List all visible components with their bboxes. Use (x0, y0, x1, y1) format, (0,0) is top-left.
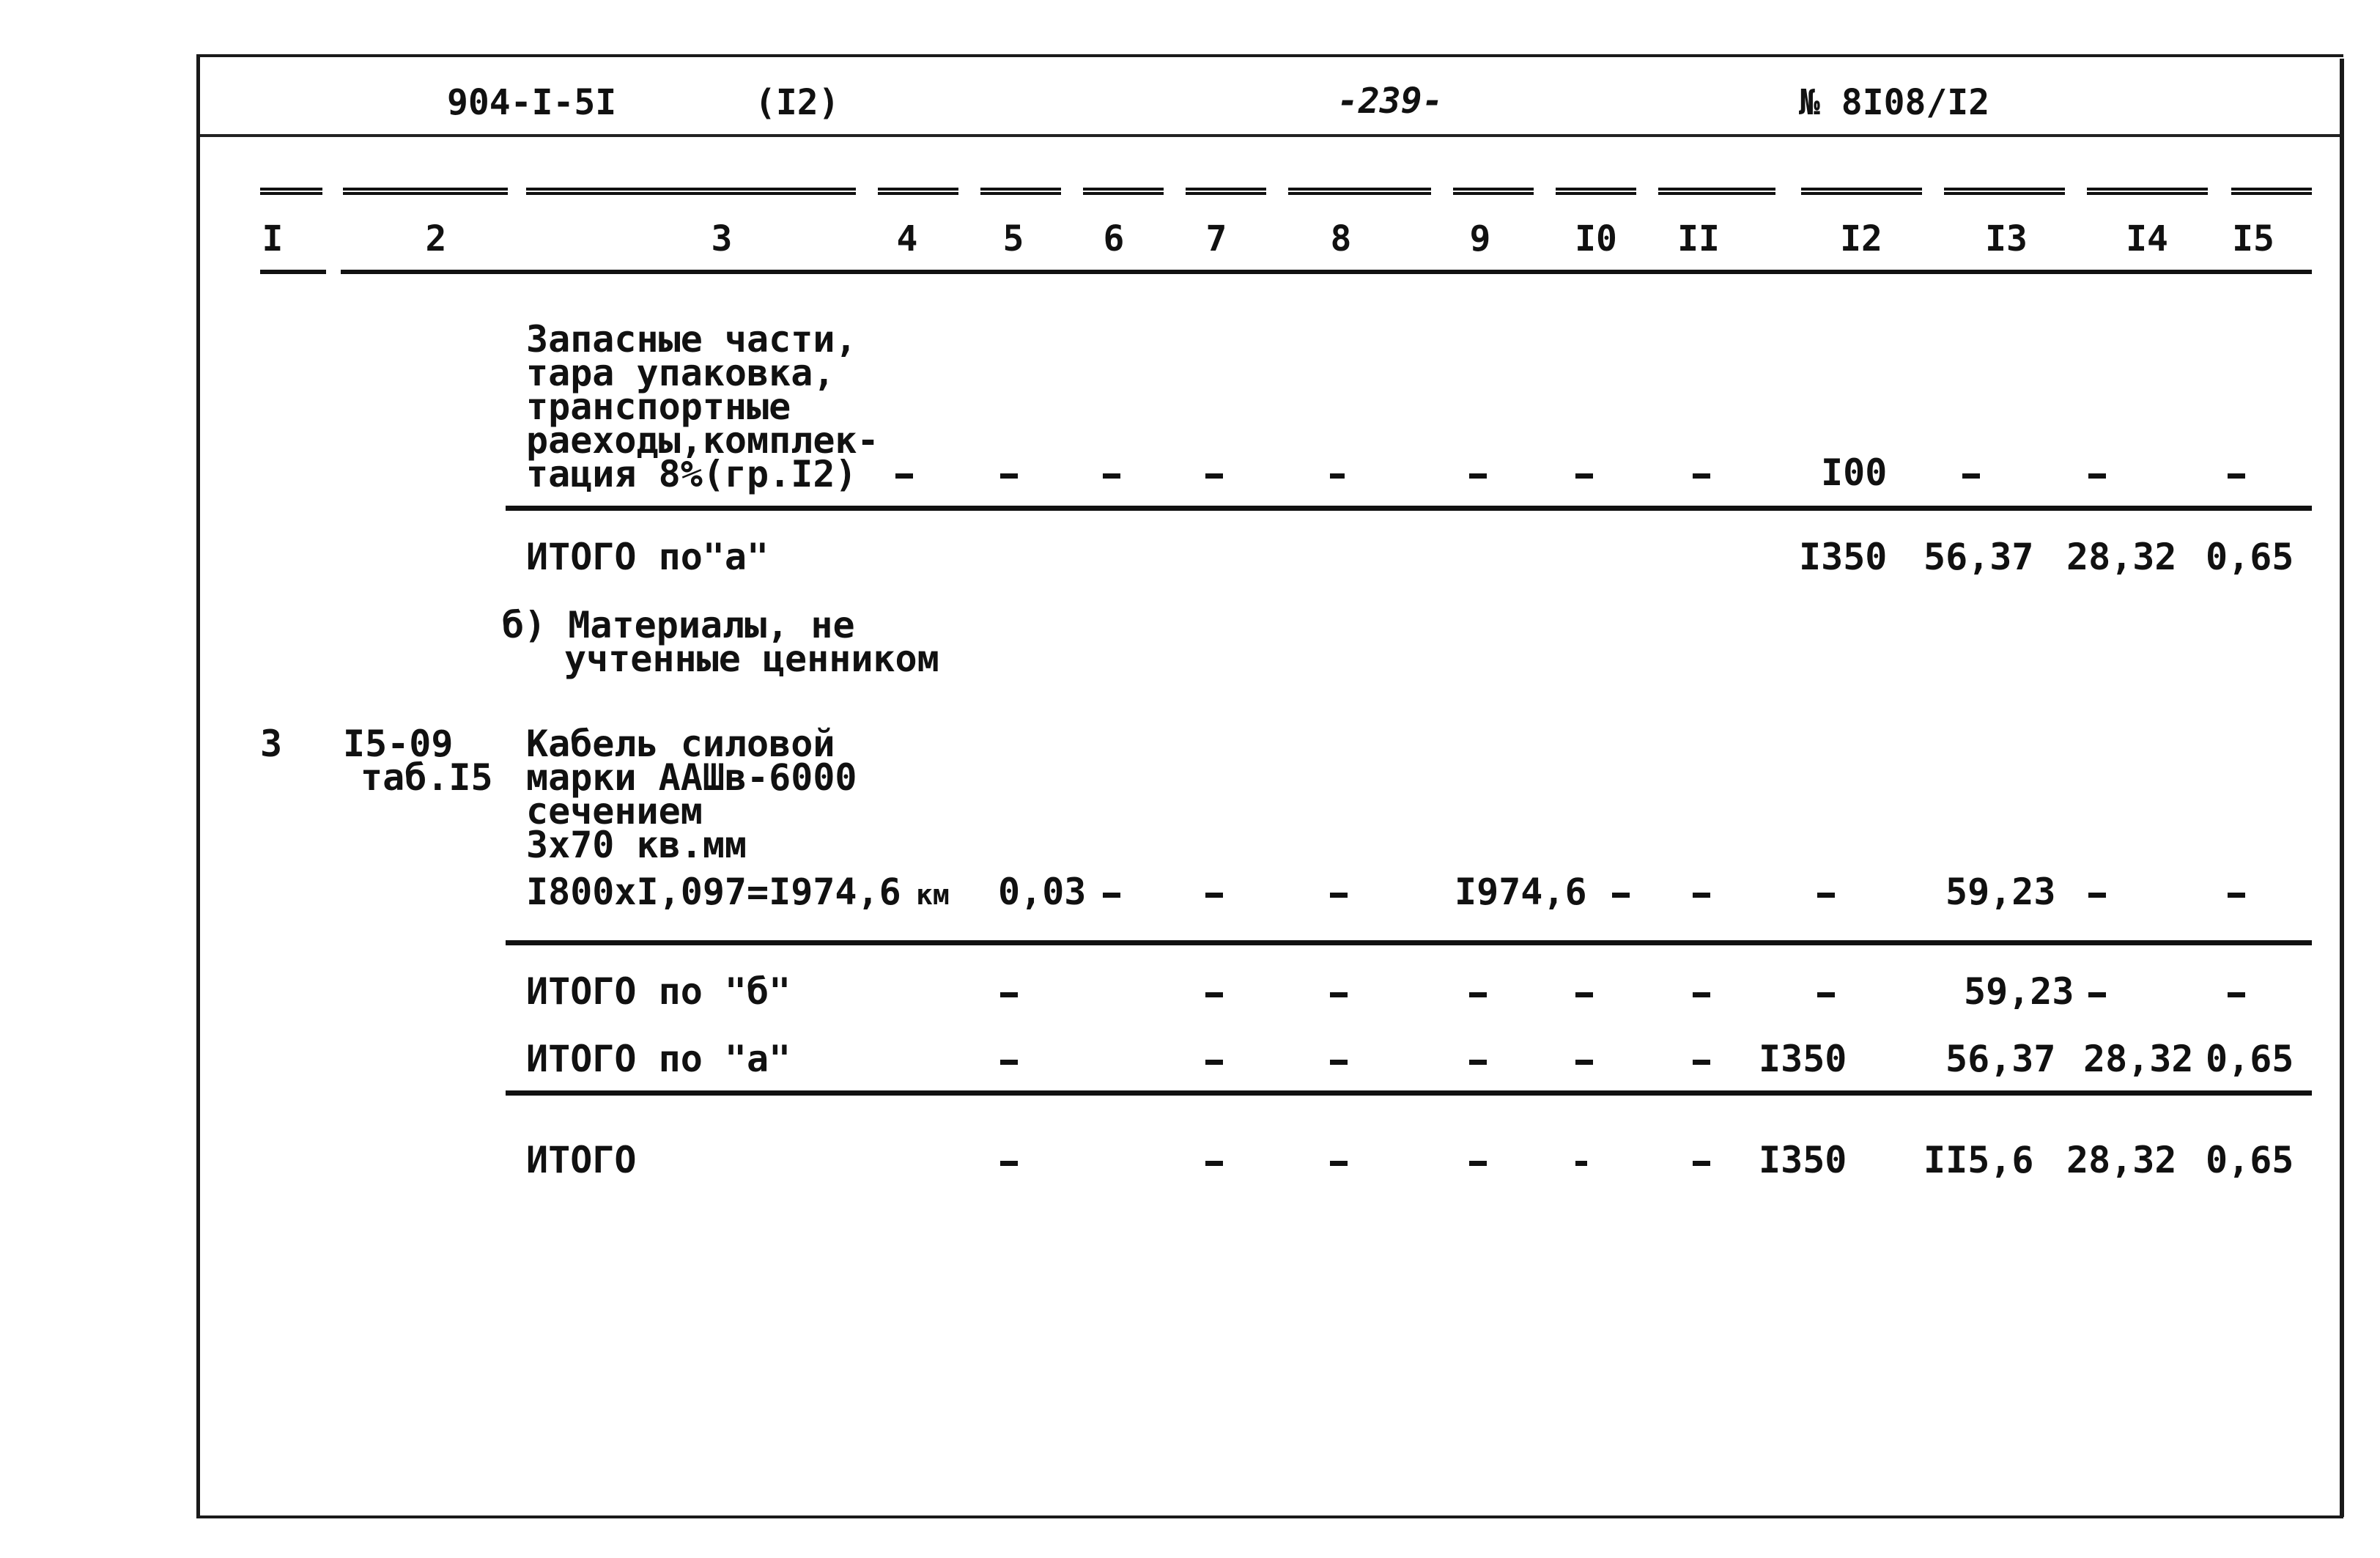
column-number: 7 (1205, 218, 1227, 259)
sheet-label: (I2) (755, 82, 840, 123)
total-b-label: ИТОГО по "б" (526, 970, 791, 1013)
cable-unit: км (916, 879, 950, 911)
document-code: 904-I-5I (447, 82, 617, 123)
total-a-col15: 0,65 (2206, 1038, 2294, 1080)
column-number: 9 (1469, 218, 1491, 259)
total-a-first-col12: I350 (1799, 536, 1888, 578)
cable-col5: 0,03 (998, 871, 1087, 913)
column-number: 2 (425, 218, 447, 259)
cable-name-line: сечением (526, 790, 703, 832)
column-number: I0 (1575, 218, 1617, 259)
grand-total-label: ИТОГО (526, 1139, 637, 1181)
grand-total-col13: II5,6 (1923, 1139, 2034, 1181)
row-number: 3 (260, 723, 283, 765)
total-a-label: ИТОГО по "а" (526, 1038, 791, 1080)
divider-after-spare-parts (506, 506, 2312, 511)
section-b-heading-line2: учтенные ценником (564, 638, 939, 680)
price-reference: I5-09 (343, 723, 454, 765)
document-number: № 8I08/I2 (1799, 82, 1990, 123)
grand-total-col14: 28,32 (2066, 1139, 2177, 1181)
divider-before-total (506, 1090, 2312, 1096)
spare-parts-line: транспортные (526, 385, 791, 428)
column-number: I5 (2232, 218, 2274, 259)
cable-name-line: марки ААШв-6000 (526, 756, 857, 799)
column-number: I3 (1985, 218, 2028, 259)
page-number: -239- (1337, 81, 1444, 122)
cable-col13: 59,23 (1945, 871, 2056, 913)
total-a-first-col14: 28,32 (2066, 536, 2177, 578)
column-number: I (262, 218, 284, 259)
column-number: 5 (1002, 218, 1024, 259)
total-a-first-label: ИТОГО по"а" (526, 536, 769, 578)
total-b-col13: 59,23 (1964, 970, 2074, 1013)
frame-bottom (196, 1515, 2343, 1518)
price-reference-table: таб.I5 (361, 756, 493, 799)
column-number: 6 (1103, 218, 1125, 259)
column-number: II (1677, 218, 1720, 259)
spare-parts-col12: I00 (1821, 451, 1888, 494)
frame-right (2340, 59, 2344, 1517)
column-number: I4 (2126, 218, 2168, 259)
total-a-col13: 56,37 (1945, 1038, 2056, 1080)
cable-name-line: 3х70 кв.мм (526, 824, 747, 866)
total-a-col12: I350 (1759, 1038, 1847, 1080)
spare-parts-line: Запасные части, (526, 318, 857, 361)
column-number: 8 (1330, 218, 1352, 259)
cable-calculation: I800хI,097=I974,6 (526, 871, 901, 913)
spare-parts-line: раеходы,комплек- (526, 419, 879, 462)
frame-top (196, 54, 2343, 57)
cable-name-line: Кабель силовой (526, 723, 835, 765)
section-b-heading: б) Материалы, не (502, 604, 855, 646)
cable-col9: I974,6 (1455, 871, 1587, 913)
spare-parts-line: тара упаковка, (526, 352, 835, 394)
divider-after-cable (506, 940, 2312, 945)
spare-parts-line: тация 8%(гр.I2) (526, 453, 857, 495)
grand-total-col15: 0,65 (2206, 1139, 2294, 1181)
header-divider (200, 134, 2340, 137)
grand-total-col12: I350 (1759, 1139, 1847, 1181)
column-number: 3 (711, 218, 733, 259)
column-number: I2 (1840, 218, 1882, 259)
total-a-first-col15: 0,65 (2206, 536, 2294, 578)
column-number: 4 (896, 218, 918, 259)
total-a-col14: 28,32 (2083, 1038, 2194, 1080)
total-a-first-col13: 56,37 (1923, 536, 2034, 578)
frame-left (196, 56, 200, 1518)
